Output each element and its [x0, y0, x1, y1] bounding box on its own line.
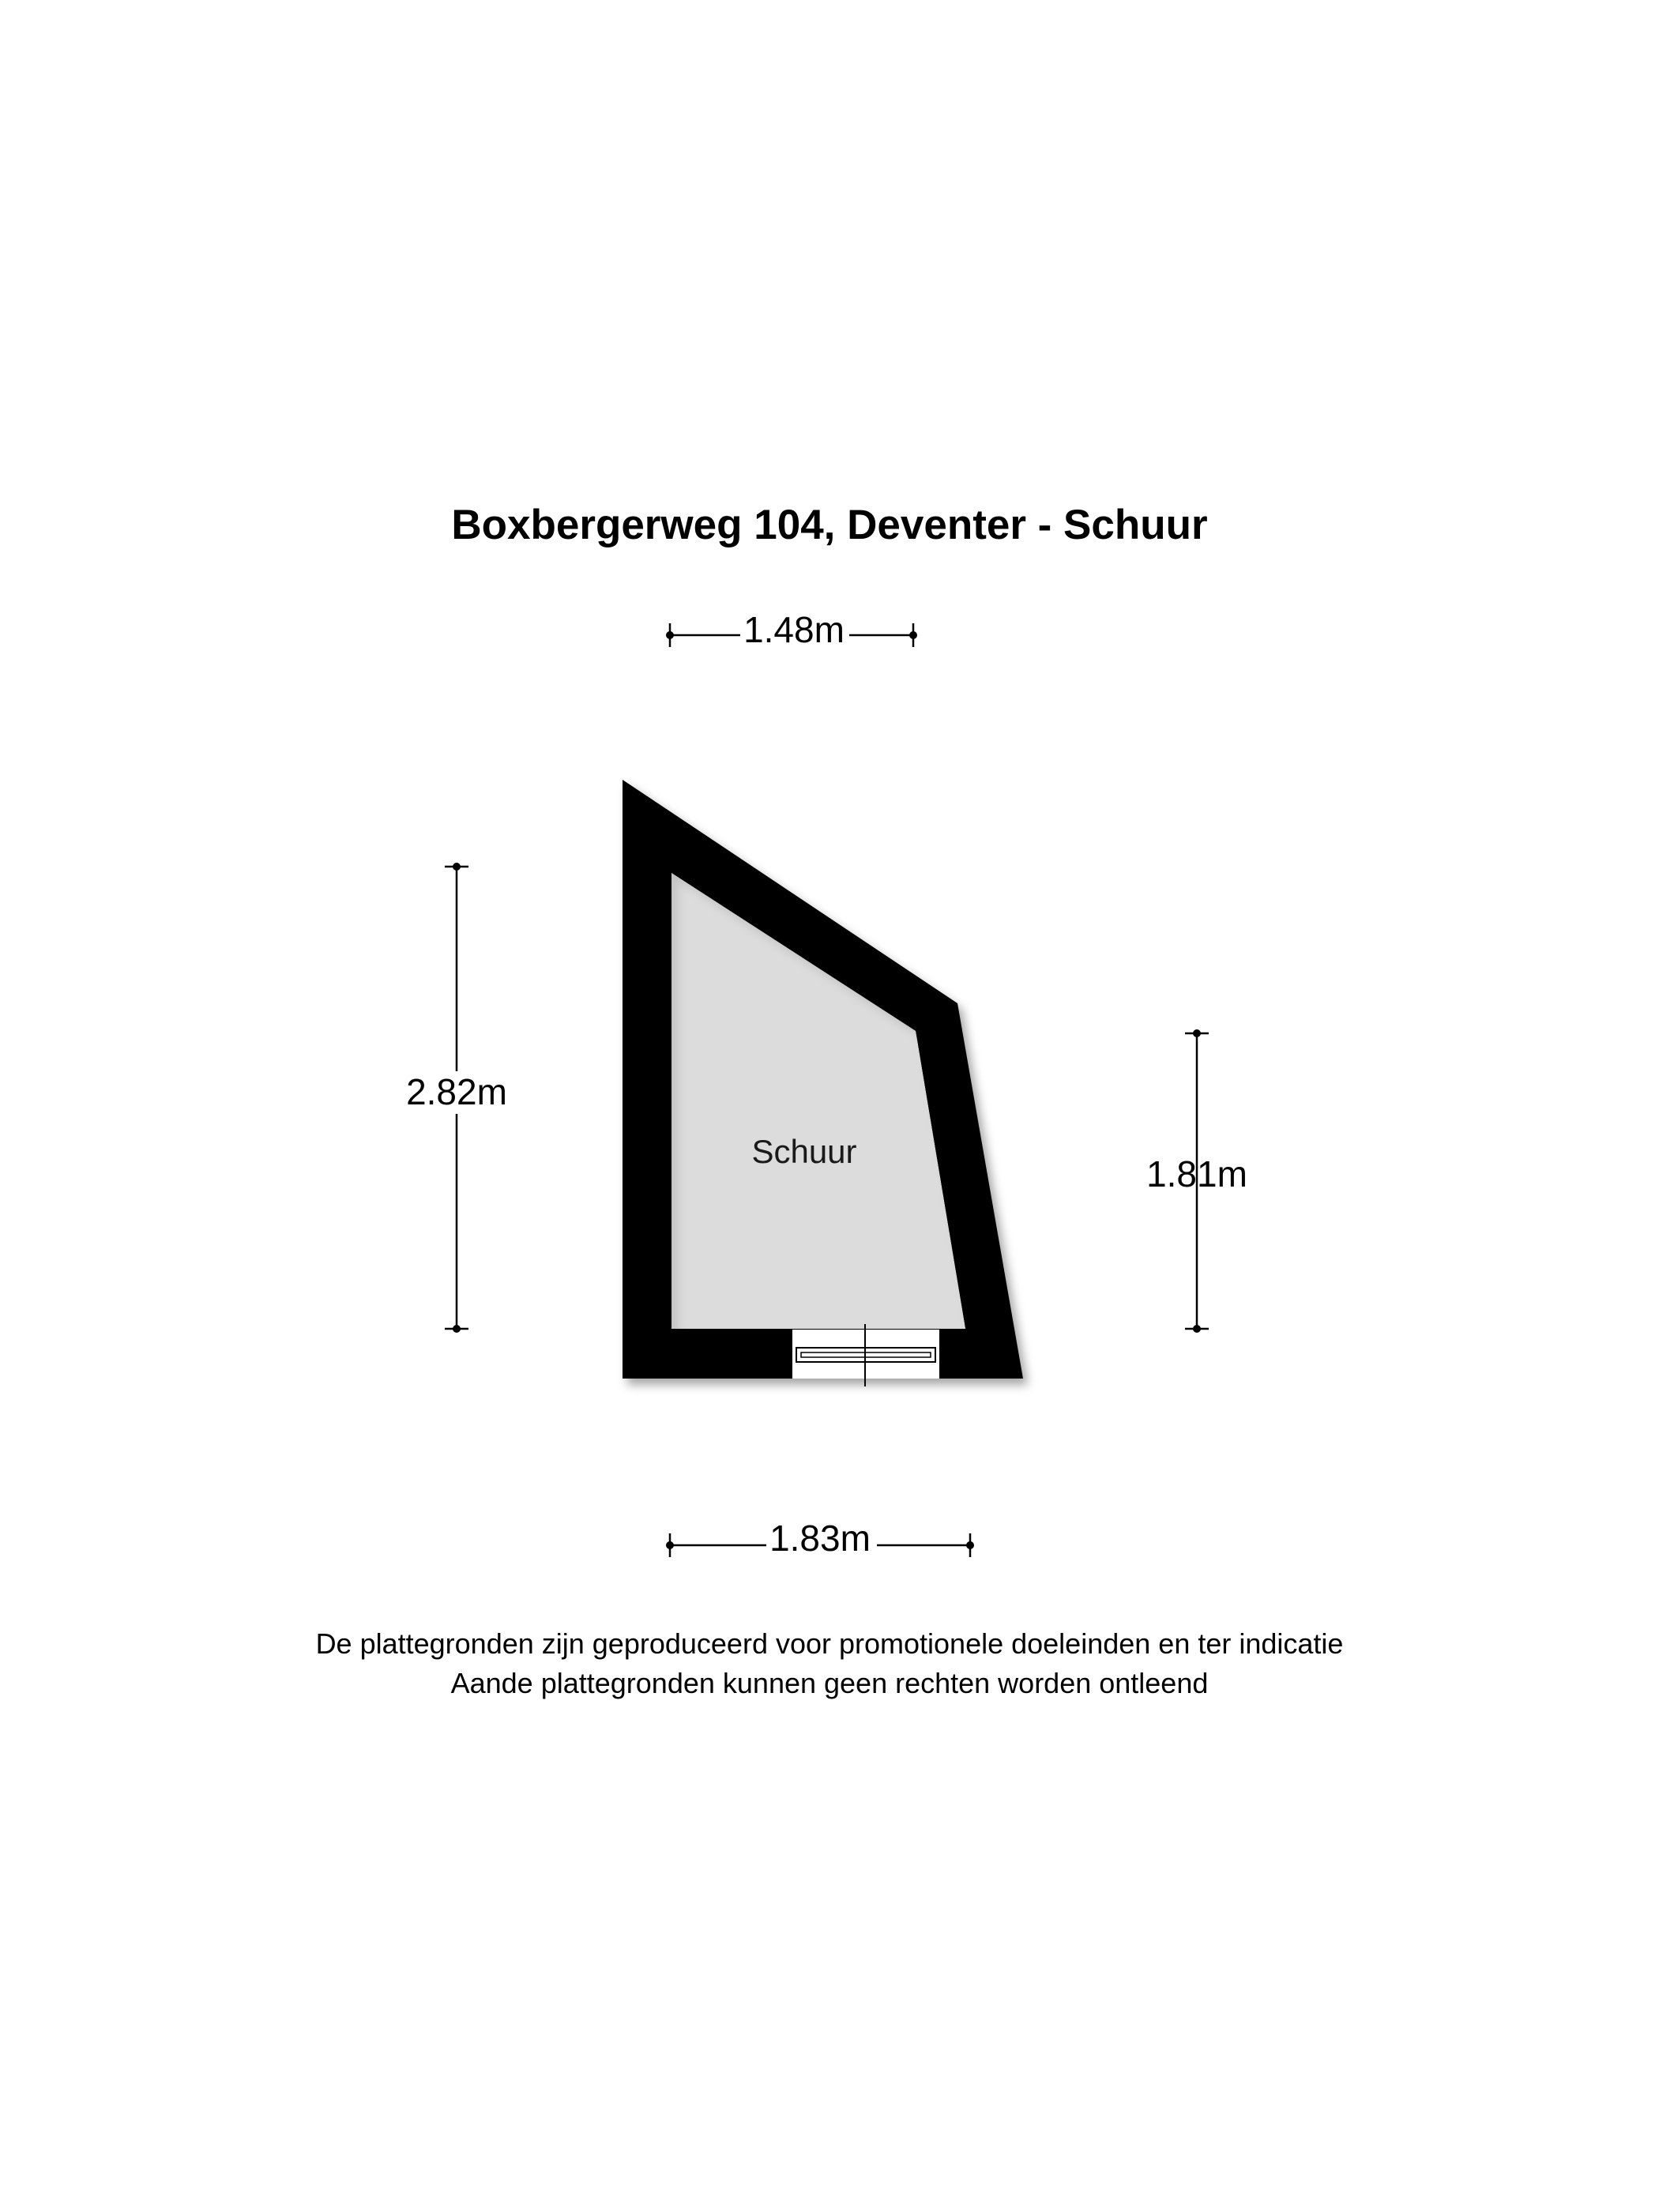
dimension-right	[1146, 1029, 1247, 1333]
dimension-bottom	[666, 1518, 974, 1559]
disclaimer-line-1: De plattegronden zijn geproduceerd voor promotionele doeleinden en ter indicatie	[315, 1627, 1344, 1660]
dimension-left	[401, 863, 512, 1333]
disclaimer-line-2: Aande plattegronden kunnen geen rechten worden ontleend	[450, 1667, 1209, 1699]
dimension-bottom-label: 1.83m	[769, 1518, 871, 1559]
dimension-top-label: 1.48m	[743, 609, 845, 650]
dimension-top	[666, 609, 917, 650]
page-title: Boxbergerweg 104, Deventer - Schuur	[451, 502, 1208, 548]
room-label: Schuur	[751, 1133, 857, 1170]
door	[792, 1324, 939, 1386]
dimension-right-label: 1.81m	[1146, 1153, 1247, 1194]
dimension-left-label: 2.82m	[406, 1071, 507, 1112]
